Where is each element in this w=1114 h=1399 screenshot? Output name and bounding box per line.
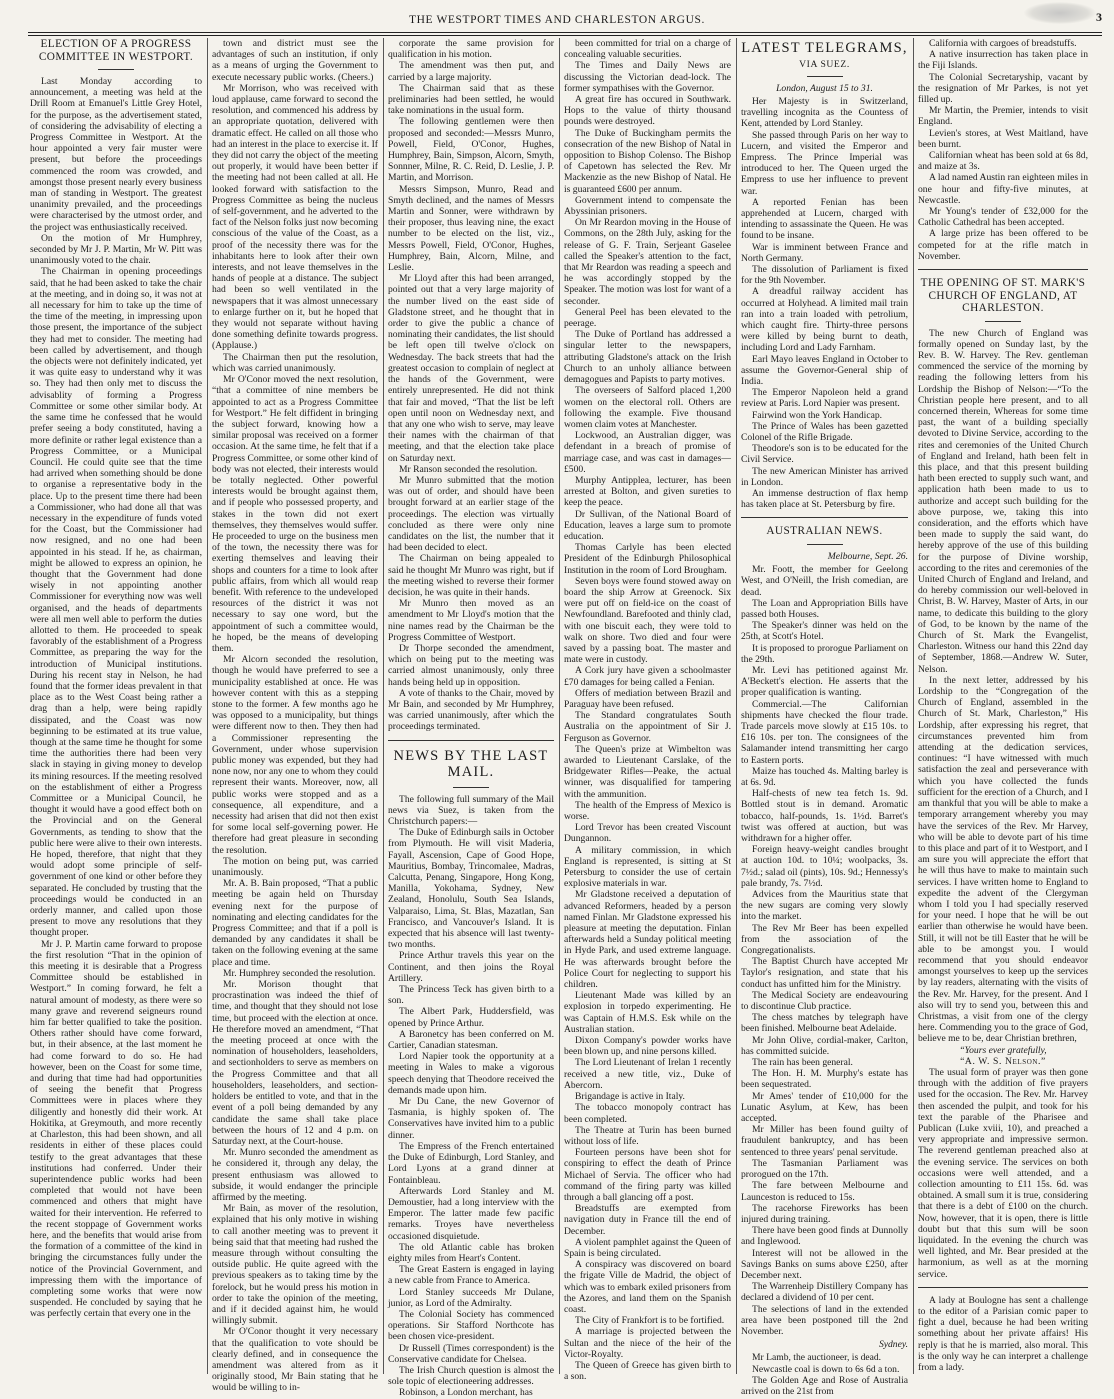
paragraph: Mr Ranson seconded the resolution. <box>399 463 538 475</box>
paragraph: On the motion of Mr Humphrey, seconded by Mr J. P. Martin, Mr W. Pitt was unanimously voted to the chair. <box>30 232 202 267</box>
paragraph: The Albert Park, Huddersfield, was opened by Prince Arthur. <box>388 1006 554 1029</box>
paragraph: Foreign heavy-weight candles brought at auction 10d. to 10¼; woolpacks, 3s. 7½d.; salad oil (pints), 10s. 9d.; Hennessy's pale brandy, 7s. 7½d. <box>741 844 908 889</box>
paragraph: The Loan and Appropriation Bills have passed both Houses. <box>741 597 908 620</box>
paragraph: Thomas Carlyle has been elected President of the Edinburgh Philosophical Institution in the room of Lord Brougham. <box>564 542 731 576</box>
paragraph: The Chairman in opening proceedings said, that he had been asked to take the chair at the meeting, and in doing so, it was not at all necessary for him to take up the time of the time of the meeting, in impressing upon those present, the importance of the subject they had met to consider. The meeting had been called by advertisement, and though the objects were not definitely indicated, yet it was quite easy to understand why it was so. They had then only met to discuss the advisablity of forming a Progress Committee or some other similar body. At the same time he confessed that he would prefer seeing a body constituted, having a more definite or rather legal existence than a Progress Committee, or a Municipal Council. He could quite see that the time had arrived when something should be done to organise a representative body in the place. Up to the present time there had been a Commissioner, who had done all that was necessary in the expenditure of funds voted for the Coast, but the Commissioner had now resigned, and no one had been appointed in his stead. If he, as chairman, might be allowed to express an opinion, he thought that the Government had done wisely in not appointing another Commissioner for everything now was well organised, and the heads of departments were all men well able to perform the duties allotted to them. He proceeded to speak favorably of the establishment of a Progress Committee, as preparing the way for the introduction of Municipal institutions. During his recent stay in Nelson, he had found that the former ideas prevalent in that place as to the West Coast being rather a drag than a help, were being rapidly dissipated, and the Coast was now beginning to be estimated at its true value, though at the same time he thought for some time the authorities there had been very slack in staying in giving money to develop its mining resources. If the meeting resolved on the establishment of either a Progress Committee or a Municipal Council, he thought it would have a good effect both on the Provincial and on the General Governments, as tending to show that the public here were alive to their own interests. He hoped, therefore, that night that they would adopt some principle of self-government of one kind or other before they separated. He concluded by trusting that the proceedings would be conducted in an orderly manner, and called upon those present to move any resolutions that they thought proper. <box>30 266 202 939</box>
telegrams-subheading: VIA SUEZ. <box>799 58 850 70</box>
paragraph: Murphy Antipplea, lecturer, has been arrested at Bolton, and given sureties to keep the peace. <box>564 474 731 509</box>
paragraph: A military commission, in which England is represented, is sitting at St Petersburg to consider the use of certain explosive materials in war. <box>564 844 731 890</box>
paragraph: Lord Trevor has been created Viscount Dungannon. <box>564 822 731 845</box>
paragraph: The Standard congratulates South Australia on the appointment of Sir J. Ferguson as Governor. <box>564 710 731 744</box>
paragraph: Maize has touched 4s. Malting barley is at 6s. 9d. <box>741 765 908 788</box>
column-rule <box>207 38 208 1374</box>
paragraph: corporate the same provision for qualification in his motion. <box>388 38 554 61</box>
paragraph: The Duke of Edinburgh sails in October from Plymouth. He will visit Maderia, Fayall, Ascension, Cape of Good Hope, Mauritius, Bombay, Trincomalee, Madras, Calcutta, Penang, Singapore, Hong Kong, Manilla, Yokohama, Sydney, New Zealand, Honolulu, South Sea Islands, Valparaiso, Lima, St. Blas, Mazatlan, San Francisco, and Vancouver's Island. It is expected that his absence will last twenty-two months. <box>388 827 554 951</box>
column-rule <box>736 38 737 1374</box>
library-stamp-mark <box>1024 2 1096 24</box>
paragraph: The following full summary of the Mail news via Suez, is taken from the Christchurch papers:— <box>388 793 554 827</box>
telegrams-heading: LATEST TELEGRAMS, <box>741 40 908 56</box>
paragraph: The selections of land in the extended area have been postponed till the 2nd November. <box>741 1303 908 1337</box>
paragraph: The dissolution of Parliament is fixed for the 9th November. <box>741 263 908 287</box>
paragraph: Mr. Foott, the member for Geelong West, and O'Neill, the Irish comedian, are dead. <box>741 564 908 598</box>
paragraph: A great fire has occured in Southwark. Hops to the value of thirty thousand pounds were destroyed. <box>564 94 731 128</box>
paragraph: Lord Stanley succeeds Mr Dulane, junior, as Lord of the Admiralty. <box>388 1286 554 1309</box>
paragraph: The amendment was then put, and carried by a large majority. <box>388 60 554 83</box>
paragraph: The Queen's prize at Wimbelton was awarded to Lieutenant Carslake, of the Bridgewater Rifles—Peake, the actual winner, was disqualified for tampering with the ammunition. <box>564 743 731 800</box>
article-body <box>212 38 378 1394</box>
paragraph: Commercial.—The Californian shipments have checked the flour trade. Trade parcels move slowly at £15 10s. to £16 10s. per ton. The consignees of the Salamander intend transmitting her cargo to Eastern ports. <box>741 698 908 766</box>
paragraph: The fare between Melbourne and Launceston is reduced to 15s. <box>741 1180 908 1203</box>
paragraph: Mr. Morison thought that procrastination was indeed the thief of time, and thought that they should not lose time, but proceed with the election at once. He therefore moved an amendment, “That the meeting proceed at once with the nomination of householders, leaseholders, and sectionholders to serve as members on the Progress Committee and that all householders, leaseholders, and section-holders be entitled to vote, and that in the event of a poll being demanded by any candidate the same shall take place between the hours of 12 and 4 p.m. on Saturday next, at the Court-house. <box>212 979 378 1147</box>
paragraph: Messrs Simpson, Munro, Read and Smyth declined, and the names of Messrs Martin and Sonner, were withdrawn by their proposer, thus leaving nine, the exact number to be elected on the list, viz., Messrs Powell, Field, O'Conor, Hughes, Humphrey, Bain, Alcorn, Milne, and Leslie. <box>388 183 554 274</box>
paragraph: The Colonial Society has commenced operations. Sir Stafford Northcote has been chosen vice-president. <box>388 1308 554 1343</box>
paragraph: The racehorse Fireworks has been injured during training. <box>741 1202 908 1225</box>
article-heading: ELECTION OF A PROGRESS COMMITTEE IN WESTPORT. <box>38 38 194 63</box>
paragraph: The Times and Daily News are discussing the Victorian dead-lock. The former sympathises with the Governor. <box>564 60 731 94</box>
paragraph: Her Majesty is in Switzerland, travelling incognita as the Countess of Kent, attended by Lord Stanley. <box>741 95 908 130</box>
paragraph: The Chairman said that as these preliminaries had been settled, he would take nominations in the usual form. <box>388 82 554 117</box>
church-article-body <box>918 1067 1088 1280</box>
paragraph: Mr O'Conor thought it very necessary that the qualification to vote should be clearly defined, and in consequence the amendment was altered from as it originally stood, Mr Bain stating that he would be willing to in- <box>212 1326 378 1394</box>
divider <box>985 321 1021 322</box>
paragraph: Newcastle coal is down to 6s 6d a ton. <box>752 1363 900 1375</box>
paragraph: Brigandage is active in Italy. <box>575 1091 685 1103</box>
paragraph: A dreadful railway accident has occurred at Holyhead. A limited mail train ran into a train loaded with petrolium, which caught fire. Thirty-three persons were killed by being burnt to death, including Lord and Lady Farnham. <box>741 286 908 354</box>
paragraph: The Baptist Church have accepted Mr Taylor's resignation, and state that his conduct has unfitted him for the Ministry. <box>741 956 908 990</box>
paragraph: A violent pamphlet against the Queen of Spain is being circulated. <box>564 1236 731 1259</box>
page-number: 3 <box>1096 10 1102 24</box>
church-article-body <box>918 328 1088 1045</box>
divider <box>388 740 554 741</box>
paragraph: Mr. Levi has petitioned against Mr. A'Beckett's election. He asserts that the proper qualification is wanting. <box>741 664 908 699</box>
divider <box>807 76 843 77</box>
paragraph: The overseers of Salford placed 1,200 women on the electoral roll. Others are following the example. Five thousand women claim votes at Manchester. <box>564 385 731 430</box>
paragraph: Theodore's son is to be educated for the Civil Service. <box>741 443 908 466</box>
paragraph: Mr. Humphrey seconded the resolution. <box>223 967 376 979</box>
paragraph: Lockwood, an Australian digger, was defendant in a breach of promise of marriage case, and was cast in damages—£500. <box>564 430 731 475</box>
paragraph: The usual form of prayer was then gone through with the addition of five prayers used for the occasion. The Rev. Mr. Harvey then ascended the pulpit, and took for his text the parable of the Pharisee and Publican (Luke xviii, 10), and preached a very appropriate and impressive sermon. The reverend gentleman preached also at the evening service. The services on both occasions were well attended, and a collection amounting to £11 15s. 6d. was obtained. A small sum it is true, considering that there is a debt of £100 on the church. Now, however, that it is open, there is little doubt but that this sum will be soon liquidated. In the evening the church was well lighted, and Mr. Bear presided at the harmonium, as well as at the morning service. <box>918 1066 1088 1280</box>
paragraph: A Baronetcy has been conferred on M. Cartier, Canadian statesman. <box>388 1028 554 1052</box>
paragraph: It is proposed to prorogue Parliament on the 29th. <box>741 642 908 665</box>
paragraph: Robinson, a London merchant, has <box>399 1387 533 1399</box>
paragraph: General Peel has been elevated to the peerage. <box>564 306 731 330</box>
paragraph: There have been good finds at Dunnolly and Inglewood. <box>741 1225 908 1248</box>
article-body <box>30 76 202 1320</box>
paragraph: Mr Du Cane, the new Governor of Tasmania, is highly spoken of. The Conservatives have invited him to a public dinner. <box>388 1096 554 1141</box>
paragraph: A large prize has been offered to be competed for at the rifle match in November. <box>918 228 1088 262</box>
paragraph: The Prince of Wales has been gazetted Colonel of the Rifle Brigade. <box>741 420 908 443</box>
paragraph: The City of Frankfort is to be fortified. <box>575 1315 725 1327</box>
paragraph: Half-chests of new tea fetch 1s. 9d. Bottled stout is in demand. Aromatic tobacco, half-pounds, 1s. 1½d. Barret's twist was offered at auction, but was withdrawn for a higher offer. <box>741 788 908 844</box>
column-6 <box>918 38 1088 1376</box>
paragraph: Mr O'Conor moved the next resolution, “that a committee of nine members be appointed to act as a Progress Committee for Westport.” He felt diffident in bringing the subject forward, knowing how a similar proposal was received on a former occasion. At the same time, he felt that if a Progress Committee, or some other kind of body was not elected, their interests would be totally neglected. Other powerful interests would be brought against them, and if people who possessed property, and stakes in the town did not exert themselves, they themselves would suffer. He proceeded to urge on the business men of the town, the necessity there was for exerting themselves and leaving their shops and counters for a time to look after public affairs, from which all would reap benefit. With reference to the undeveloped resources of the district it was not necessary to say one word, but the appointment of such a committee would, he hoped, be the means of developing them. <box>212 374 378 654</box>
paragraph: Mr Miller has been found guilty of fraudulent bankruptcy, and has been sentenced to three years' penal servitude. <box>741 1124 908 1158</box>
paragraph: The Irish Church question is almost the sole topic of electioneering addresses. <box>388 1364 554 1388</box>
paragraph: Mr. A. B. Bain proposed, “That a public meeting be again held on Thursday evening next for the purpose of nominating and electing candidates for the Progress Committee; and that if a poll is demanded by any candidates it shall be taken on the following evening at the same place and time. <box>212 878 378 968</box>
divider <box>807 544 843 545</box>
article-body <box>388 38 554 733</box>
paragraph: A vote of thanks to the Chair, moved by Mr Bain, and seconded by Mr Humphrey, was carried unanimously, after which the proceedings terminated. <box>388 687 554 733</box>
paragraph: Mr Munro then moved as an amendment to Mr Lloyd's motion that the nine names read by the Chairman be the Progress Committee of Westport. <box>388 598 554 643</box>
paragraph: Last Monday according to announcement, a meeting was held at the Drill Room at Emanuel's Little Grey Hotel, for the purpose, as the advertisement stated, of considering the advisability of electing a Progress Committee in Westport. At the hour appointed a very fair muster were present, but before the proceedings commenced the room was crowded, and amongst those present nearly every business man of standing in Westport. The greatest unanimity prevailed, and the proceedings were characterised by the utmost order, and the project was enthusiastically received. <box>30 76 202 233</box>
paragraph: The Queen of Greece has given birth to a son. <box>564 1359 731 1383</box>
paragraph: The tobacco monopoly contract has been completed. <box>564 1102 731 1125</box>
paragraph: A Cork jury have given a schoolmaster £70 damages for being called a Fenian. <box>564 665 731 688</box>
running-title: THE WESTPORT TIMES AND CHARLESTON ARGUS. <box>409 14 705 26</box>
paragraph: The new American Minister has arrived in London. <box>741 465 908 488</box>
paragraph: A native insurrection has taken place in the Fiji Islands. <box>918 49 1088 72</box>
paragraph: A reported Fenian has been apprehended at Lucern, charged with intending to assassinate the Queen. He was found to be insane. <box>741 196 908 242</box>
telegrams-body <box>741 96 908 511</box>
paragraph: Prince Arthur travels this year on the Continent, and then joins the Royal Artillery. <box>388 950 554 984</box>
paragraph: A conspiracy was discovered on board the frigate Ville de Madrid, the object of which was to embark exiled prisoners from the Azores, and land them on the Spanish coast. <box>564 1259 731 1315</box>
paragraph: Mr Alcorn seconded the resolution, though he would have preferred to see a municipality established at once. He was however content with this as a stepping stone to the former. A few months ago he was opposed to a municipality, but things were different now to then. They then had a Commissioner representing the Government, under whose supervision public money was expended, but they had none now, nor any one to whom they could represent their wants. Moreover, now, all public works were stopped and as a consequence, all expenditure, and a necessity had arisen that did not then exist for some local self-governing power. He therefore had great pleasure in seconding the resolution. <box>212 654 378 856</box>
article-body <box>918 38 1088 262</box>
paragraph: Mr Bain, as mover of the resolution, explained that his only motive in wishing to call another meeting was to prevent it being said that that meeting had rushed the measure through without consulting the outside public. He quite agreed with the previous speakers as to taking time by the forelock, but he would press his motion in order to take the opinion of the meeting, and if it decided against him, he would willingly submit. <box>212 1203 378 1327</box>
paragraph: Seven boys were found stowed away on board the ship Arrow at Greenock. Six were put off on field-ice on the coast of Newfoundland. Barefooted and thinly clad, with one biscuit each, they were told to walk on shore. Two died and four were saved by a passing boat. The master and mate were in custody. <box>564 575 731 666</box>
paragraph: The Great Eastern is engaged in laying a new cable from France to America. <box>388 1264 554 1287</box>
paragraph: On Mr Reardon moving in the House of Commons, on the 28th July, asking for the release of G. F. Train, Serjeant Gaselee called the Speaker's attention to the fact, that Mr Reardon was reading a speech and he was accordingly stopped by the Speaker. The motion was lost for want of a seconder. <box>564 217 731 307</box>
paragraph: The rain has been general. <box>752 1057 853 1069</box>
sydney-news-body <box>741 1352 908 1397</box>
paragraph: The Emperor Napoleon held a grand review at Paris. Lord Napier was present. <box>741 387 908 410</box>
paragraph: Earl Mayo leaves England in October to assume the Governor-General ship of India. <box>741 353 908 387</box>
paragraph: Dr Thorpe seconded the amendment, which on being put to the meeting was carried almost unanimously, only three hands being held up in opposition. <box>388 642 554 688</box>
paragraph: War is imminent between France and North Germany. <box>741 241 908 264</box>
divider <box>918 269 1088 270</box>
article-body <box>564 38 731 1382</box>
paragraph: Dr Russell (Times correspondent) is the Conservative candidate for Chelsea. <box>388 1342 554 1365</box>
paragraph: A marriage is projected between the Sultan and the niece of the heir of the Victor-Royalty. <box>564 1326 731 1360</box>
paragraph: In the next letter, addressed by his Lordship to the “Congregation of the Church of England, assembled in the Church of St. Mark, Charleston,” His Lordship, after expressing his regret, that circumstances prevented him from attending at the dedication services, continues: “I have witnessed with much satisfaction the zeal and perseverance with which you have collected the funds sufficient for the erection of a Church, and I am thankful that you will be able to make a temporary arrangement whereby you may have the services of the Rev. Mr Harvey, who will be able to devote part of his time to this place and part of it to Westport, and I am sure you will appreciate the effort that he will thus have to make to maintain such services. I have written home to England to expedite the advent of the Clergyman whom I told you I had specially reserved for your need. I hope that he will be out earlier than otherwise he would have been. Still, it will not be till Easter that he will be able to be amongst you. I would recommend that you should endeavor amongst yourselves to keep up the services by lay readers, alternating with the visits of the Rev. Mr. Harvey, for the present. And I also will try to send you, between this and Christmas, a visit from one of the clergy here. Commending you to the grace of God, believe me to be, dear Christian brethren, <box>918 674 1088 1045</box>
paragraph: Mr John Olive, cordial-maker, Carlton, has committed suicide. <box>741 1034 908 1057</box>
paragraph: The Golden Age and Rose of Australia arrived on the 21st from <box>741 1374 908 1397</box>
closing-paragraph: A lady at Boulogne has sent a challenge to the editor of a Parisian comic paper to fight a duel, because he had been writing something about her private affairs! His reply is that he is married, also moral. This is the only way he can interpret a challenge from a lady. <box>918 1294 1088 1374</box>
paragraph: The Warrenheip Distillery Company has declared a dividend of 10 per cent. <box>741 1281 908 1304</box>
paragraph: California with cargoes of breadstuffs. <box>929 38 1077 49</box>
paragraph: Offers of mediation between Brazil and Paraguay have been refused. <box>564 687 731 710</box>
paragraph: The motion on being put, was carried unanimously. <box>212 855 378 879</box>
paragraph: Interest will not be allowed in the Savings Banks on sums above £250, after December next. <box>741 1247 908 1281</box>
paragraph: Dr Sullivan, of the National Board of Education, leaves a large sum to promote education. <box>564 508 731 542</box>
paragraph: The old Atlantic cable has broken eighty miles from Heart's Content. <box>388 1241 554 1264</box>
paragraph: Advices from the Mauritius state that the new sugars are coming very slowly into the market. <box>741 889 908 923</box>
paragraph: The chess matches by telegraph have been finished. Melbourne beat Adelaide. <box>741 1012 908 1035</box>
paragraph: Fairwind won the York Handicap. <box>752 409 883 421</box>
paragraph: town and district must see the advantages of such an institution, if only as a means of urging the Government to execute necessary public works. (Cheers.) <box>212 38 378 83</box>
paragraph: Mr Lloyd after this had been arranged, pointed out that a very large majority of the number lived on the east side of Gladstone street, and he thought that in order to give the public a chance of nominating their candidates, the list should be left open till twelve o'clock on Wednesday. The back streets that had the greatest occasion to complain of neglect at the hands of the Government, were entirely unrepresented. He did not think that fair and moved, “That the list be left open until noon on Wednesday next, and that any one who wish to serve, may leave their names with the chairman of that meeting, and that the election take place on Saturday next. <box>388 273 554 464</box>
paragraph: The Chairman then put the resolution, which was carried unanimously. <box>212 351 378 374</box>
divider <box>918 1287 1088 1288</box>
paragraph: The Speaker's dinner was held on the 25th, at Scott's Hotel. <box>741 620 908 643</box>
letter-closing: “Yours ever gratefully, <box>959 1044 1047 1056</box>
letter-signature: “A. W. S. Nelson.” <box>960 1055 1046 1067</box>
church-heading: THE OPENING OF ST. MARK'S CHURCH OF ENGLAND, AT CHARLESTON. <box>920 277 1086 315</box>
divider <box>453 787 489 788</box>
paragraph: Mr. Munro seconded the amendment as he considered it, through any delay, the present enthusiasm was allowed to subside, it would endanger the principle affirmed by the meeting. <box>212 1147 378 1203</box>
paragraph: The health of the Empress of Mexico is worse. <box>564 799 731 823</box>
column-rule <box>559 38 560 1374</box>
australian-news-body <box>741 564 908 1337</box>
paragraph: Dixon Company's powder works have been blown up, and nine persons killed. <box>564 1035 731 1058</box>
paragraph: Californian wheat has been sold at 6s 8d, and maize at 3s. <box>918 150 1088 173</box>
paragraph: The Chairman on being appealed to said he thought Mr Munro was right, but if the meeting wished to reverse their former decision, he was quite in their hands. <box>388 553 554 598</box>
paragraph: Lord Napier took the opportunity at a meeting in Wales to make a vigorous speech denying that Theodore received the demands made upon him. <box>388 1051 554 1096</box>
paragraph: The following gentlemen were then proposed and seconded:—Messrs Munro, Powell, Field, O'Conor, Hughes, Humphrey, Bain, Simpson, Alcorn, Smyth, Sonnner, Milne, R. C. Reid, D. Leslie, J. P. Martin, and Morrison. <box>388 116 554 184</box>
paragraph: The Rev Mr Beer has been expelled from the association of the Congregationalists. <box>741 922 908 957</box>
paragraph: An immense destruction of flax hemp has taken place at St. Petersburg by fire. <box>741 488 908 511</box>
paragraph: The Duke of Buckingham permits the consecration of the new Bishop of Natal in opposition to Bishop Colenso. The Bishop of Capetown has selected the Rev. Mr Mackenzie as the new Bishop of Natal. He is guaranteed £600 per annum. <box>564 127 731 195</box>
dateline: Sydney. <box>878 1339 908 1351</box>
paragraph: Breadstuffs are exempted from navigation duty in France till the end of December. <box>564 1203 731 1237</box>
mail-news-heading: NEWS BY THE LAST MAIL. <box>393 747 549 781</box>
paragraph: been committed for trial on a charge of concealing valuable securities. <box>564 38 731 61</box>
paragraph: Mr Munro submitted that the motion was out of order, and should have been brought forward at an earlier stage of the proceedings. The election was virtually concluded as there were only nine candidates on the list, the number that it had been decided to elect. <box>388 474 554 554</box>
paragraph: Mr J. P. Martin came forward to propose the first resolution “That in the opinion of this meeting it is desirable that a Progress Committee should be established in Westport.” In coming forward, he felt a natural amount of modesty, as there were so many grave and reverend seigneurs round him far better qualified to take the position. Others rather should have come forward, but, in their absence, at the last moment he had come forward to do so. He had however, been on the Coast for some time, and during that time had had opportunities of seeing the benefit that Progress Committees were in places where they diligently and honestly did their work. At Hokitika, at Greymouth, and more recently at Charleston, this had been shown, and all residents in either of these places could testify to the great advantages that these institutions had conferred. Under their superintendence public works had been completed that would not have been commenced and others that might have waited for their intervention. He referred to the recent stoppage of Government works here, and the benefits that would arise from the formation of a committee of the kind in bringing the circumstances fully under the notice of the Provincial Government, and impressing them with the importance of completing some works that were now suspended. He concluded by saying that he was perfectly certain that every one in the <box>30 938 202 1320</box>
paragraph: The Hon. H. M. Murphy's estate has been sequestrated. <box>741 1068 908 1091</box>
column-rule <box>383 38 384 1374</box>
paragraph: Government intend to compensate the Abyssinian prisoners. <box>564 194 731 218</box>
paragraph: Mr Morrison, who was received with loud applause, came forward to second the resolution, and commenced his address by an appropriate quotation, delivered with dramatic effect. He called on all those who had an interest in the place to exercise it. If they did not carry the object of the meeting out properly, it would have been better if the meeting had not been called at all. He looked forward with satisfaction to the Progress Committee as being the nucleus of self-government, and he adverted to the fact of the Nelson folks just now becoming conscious of the value of the Coast, as a proof of the necessity there was for the inhabitants here to look after their own interests, and not leave themselves in the hands of people at a distance. The subject had been so well ventilated in the newspapers that it was almost unnecessary to enlarge further on it, but he hoped that they would not separate without having done something definite towards progress. (Applause.) <box>212 82 378 352</box>
column-4 <box>564 38 731 1383</box>
divider <box>98 69 134 70</box>
paragraph: Mr Martin, the Premier, intends to visit England. <box>918 105 1088 128</box>
divider <box>741 517 908 518</box>
paragraph: The Theatre at Turin has been burned without loss of life. <box>564 1124 731 1147</box>
column-3 <box>388 38 554 1399</box>
column-2 <box>212 38 378 1394</box>
masthead-rule <box>28 32 1102 36</box>
paragraph: The Duke of Portland has addressed a singular letter to the newspapers, attributing Gladstone's attack on the Irish Church to an unholy alliance between demagogues and Papists to party motives. <box>564 329 731 386</box>
paragraph: Lieutenant Made was killed by an explosion in torpedo experimenting. He was Captain of H.M.S. Esk while on the Australian station. <box>564 990 731 1035</box>
paragraph: She passed through Paris on her way to Lucern, and visited the Emperor and Empress. The Prince Imperial was introduced to her. The Queen urged the Empress to use her influence to prevent war. <box>741 129 908 197</box>
mail-news-body <box>388 794 554 1399</box>
masthead <box>0 0 1114 34</box>
paragraph: Mr Gladstone received a deputation of advanced Reformers, headed by a person named Finlan. Mr Gladstone expressed his pleasure at meeting the deputation. Finlan afterwards held a Sunday political meeting in Hyde Park, and used extreme language. He was afterwards brought before the Police Court for neglecting to support his children. <box>564 889 731 991</box>
paragraph: The Empress of the French entertained the Duke of Edinburgh, Lord Stanley, and Lord Lyons at a grand dinner at Fontainbleau. <box>388 1140 554 1186</box>
paragraph: Mr Young's tender of £32,000 for the Catholic Cathedral has been accepted. <box>918 206 1088 229</box>
paragraph: The Colonial Secretaryship, vacant by the resignation of Mr Parkes, is not yet filled up. <box>918 71 1088 106</box>
column-5 <box>741 38 908 1397</box>
paragraph: Mr Ames' tender of £10,000 for the Lunatic Asylum, at Kew, has been accepted. <box>741 1090 908 1125</box>
paragraph: The Princess Teck has given birth to a son. <box>388 984 554 1007</box>
paragraph: Mr Lamb, the auctioneer, is dead. <box>752 1352 882 1364</box>
paragraph: Afterwards Lord Stanley and M. Demoustier, had a long interview with the Emperor. The latter made few pacific remarks. Troyes have nevertheless occasioned disquietude. <box>388 1185 554 1242</box>
paragraph: The new Church of England was formally opened on Sunday last, by the Rev. B. W. Harvey. The Rev. gentleman commenced the service of the morning by reading the following letters from his Lordship the Bishop of Nelson:—“To the Christian people here present, and to all concerned therein, Whereas for some time past, the want of a building specially devoted to Divine Service, according to the rites and ceremonies of the United Church of England and Ireland, hath been felt in this place, and that this present building hath been erected to supply such want, and application hath been made to us to authorize and accept such building for the above purpose, we, taking this into consideration, and the efforts which have been made to supply the said want, do hereby approve of the use of this building for the purpose of Divine worship, according to the rites and ceremonies of the United Church of England and Ireland, and do hereby commission our well-beloved in Christ, B. W. Harvey, Master of Arts, in our name, to dedicate this building to the glory of God, to be known by the name of the Church of St. Mark the Evangelist, Charleston. Witness our hand this 22nd day of September, 1868.—Andrew W. Suter, Nelson. <box>918 327 1088 675</box>
column-1 <box>30 38 202 1376</box>
paragraph: The Medical Society are endeavouring to discontinue Club practice. <box>741 989 908 1013</box>
paragraph: The Tasmanian Parliament was prorogued on the 17th. <box>741 1157 908 1181</box>
paragraph: A lad named Austin ran eighteen miles in one hour and fifty-five minutes, at Newcastle. <box>918 172 1088 206</box>
dateline: Melbourne, Sept. 26. <box>827 550 908 562</box>
paragraph: Levien's stores, at West Maitland, have been burnt. <box>918 127 1088 150</box>
paragraph: The Lord Lieutenant of Irelan 1 recently received a new title, viz., Duke of Abercorn. <box>564 1057 731 1091</box>
australian-news-heading: AUSTRALIAN NEWS. <box>766 525 883 538</box>
paragraph: Fourteen persons have been shot for conspiring to effect the death of Prince Michael of Servia. The officer who had command of the firing party was killed through a ball glancing off a post. <box>564 1147 731 1203</box>
column-rule <box>913 38 914 1374</box>
dateline: London, August 15 to 31. <box>776 82 873 94</box>
